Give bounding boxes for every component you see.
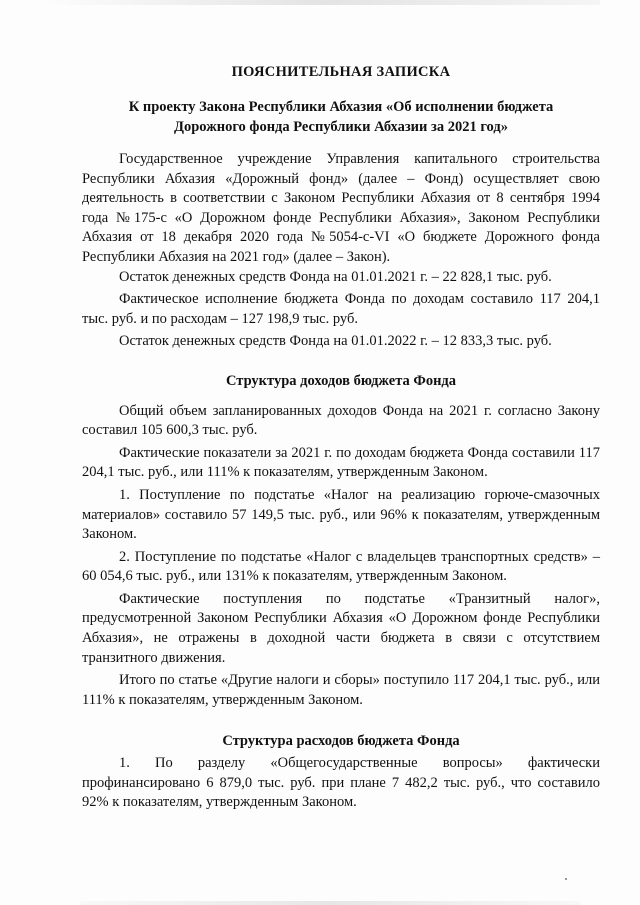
document-body [82,150,600,813]
intro-paragraph-1: Государственное учреждение Управления капитального строительства Республики Абхазия «Дорожный фонд» (далее – Фонд) осуществляет свою деятельность в соответствии с Законом Республики Абхазия от 8 сентября 1994 года №175-с «О Дорожном фонде Республики Абхазия», Законом Республики Абхазия от 18 декабря 2020 года №5054-с-VI «О бюджете Дорожного фонда Республики Абхазия на 2021 год» (далее – Закон). [82,151,600,265]
income-paragraph-1: Общий объем запланированных доходов Фонда на 2021 г. согласно Закону составил 105 600,3 тыс. руб. [82,402,600,439]
income-paragraph-4: 2. Поступление по подстатье «Налог с владельцев транспортных средств» – 60 054,6 тыс. руб., или 131% к показателям, утвержденным Законом. [82,548,600,585]
intro-paragraph-2: Остаток денежных средств Фонда на 01.01.2021 г. – 22 828,1 тыс. руб. [119,268,552,285]
intro-paragraph-3: Фактическое исполнение бюджета Фонда по доходам составило 117 204,1 тыс. руб. и по расходам – 127 198,9 тыс. руб. [82,291,600,327]
income-paragraph-3: 1. Поступление по подстатье «Налог на реализацию горюче-смазочных материалов» составило 57 149,5 тыс. руб., или 96% к показателям, утвержденным Законом. [82,486,600,543]
income-paragraph-5: Фактические поступления по подстатье «Транзитный налог», предусмотренной Законом Республики Абхазия «О Дорожном фонде Республики Абхазия», не отражены в доходной части бюджета в связи с отсутствием транзитного движения. [82,590,600,666]
scan-edge-top [40,0,600,5]
subtitle-line-1: К проекту Закона Республики Абхазия «Об исполнении бюджета [128,99,554,115]
income-heading: Структура доходов бюджета Фонда [225,372,457,389]
subtitle-line-2: Дорожного фонда Республики Абхазии за 2021 год» [174,119,508,135]
expense-paragraph-1: 1. По разделу «Общегосударственные вопросы» фактически профинансировано 6 879,0 тыс. руб. при плане 7 482,2 тыс. руб., что составило 92% к показателям, утвержденным Законом. [82,755,600,811]
income-paragraph-2: Фактические показатели за 2021 г. по доходам бюджета Фонда составили 117 204,1 тыс. руб., или 111% к показателям, утвержденным Законом. [82,444,600,481]
document-subtitle [82,97,600,137]
scan-edge-bottom [80,901,580,905]
document-title: ПОЯСНИТЕЛЬНАЯ ЗАПИСКА [231,64,451,80]
expense-heading: Структура расходов бюджета Фонда [222,733,460,750]
scan-speck [565,878,567,880]
intro-paragraph-4: Остаток денежных средств Фонда на 01.01.2022 г. – 12 833,3 тыс. руб. [119,333,552,350]
income-paragraph-6: Итого по статье «Другие налоги и сборы» поступило 117 204,1 тыс. руб., или 111% к показателям, утвержденным Законом. [82,672,600,708]
